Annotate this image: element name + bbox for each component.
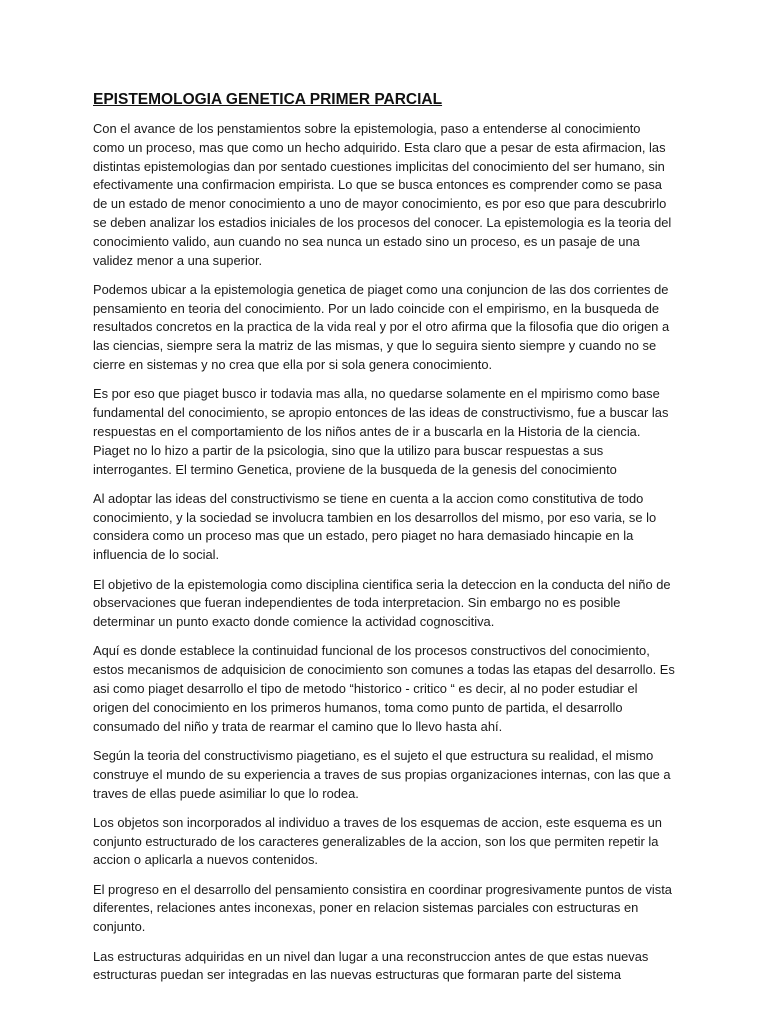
- document-body: [93, 90, 675, 996]
- paragraph-7: Según la teoria del constructivismo piagetiano, es el sujeto el que estructura su realidad, el mismo construye el mundo de su experiencia a traves de sus propias organizaciones internas, con las que a traves de ellas puede asimiliar lo que lo rodea.: [93, 747, 671, 801]
- paragraph-4: Al adoptar las ideas del constructivismo se tiene en cuenta a la accion como constitutiva de todo conocimiento, y la sociedad se involucra tambien en los desarrollos del mismo, por eso varia, se lo considera como un proceso mas que un estado, pero piaget no hara demasiado hincapie en la influencia de lo social.: [93, 490, 657, 563]
- paragraph-10: Las estructuras adquiridas en un nivel dan lugar a una reconstruccion antes de que estas nuevas estructuras puedan ser integradas en las nuevas estructuras que formaran parte del sistema: [93, 948, 649, 983]
- document-title: EPISTEMOLOGIA GENETICA PRIMER PARCIAL: [93, 91, 443, 108]
- paragraph-6: Aquí es donde establece la continuidad funcional de los procesos constructivos del conocimiento, estos mecanismos de adquisicion de conocimiento son comunes a todas las etapas del desarrollo. Es asi como piaget desarrollo el tipo de metodo “historico - critico “ es decir, al no poder estudiar el origen del conocimiento en los primeros humanos, toma como punto de partida, el desarrollo consumado del niño y trata de rearmar el camino que lo llevo hasta ahí.: [93, 643, 675, 734]
- paragraph-1: Con el avance de los penstamientos sobre la epistemologia, paso a entenderse al conocimiento como un proceso, mas que como un hecho adquirido. Esta claro que a pesar de esta afirmacion, las distintas epistemologias dan por sentado cuestiones implicitas del conocimiento del ser humano, sin efectivamente una confirmacion empirista. Lo que se busca entonces es comprender como se pasa de un estado de menor conocimiento a uno de mayor conocimiento, es por eso que para descubrirlo se deben analizar los estadios iniciales de los procesos del conocer. La epistemologia es la teoria del conocimiento valido, aun cuando no sea nunca un estado sino un proceso, es un pasaje de una validez menor a una superior.: [93, 121, 672, 268]
- paragraph-5: El objetivo de la epistemologia como disciplina cientifica seria la deteccion en la conducta del niño de observaciones que fueran independientes de toda interpretacion. Sin embargo no es posible determinar un punto exacto donde comience la actividad cognoscitiva.: [93, 576, 671, 630]
- paragraph-3: Es por eso que piaget busco ir todavia mas alla, no quedarse solamente en el mpirismo como base fundamental del conocimiento, se apropio entonces de las ideas de constructivismo, fue a buscar las respuestas en el comportamiento de los niños antes de ir a buscarla en la Historia de la ciencia. Piaget no lo hizo a partir de la psicologia, sino que la utilizo para buscar respuestas a sus interrogantes. El termino Genetica, proviene de la busqueda de la genesis del conocimiento: [93, 386, 669, 477]
- paragraph-2: Podemos ubicar a la epistemologia genetica de piaget como una conjuncion de las dos corrientes de pensamiento en teoria del conocimiento. Por un lado coincide con el empirismo, en la busqueda de resultados concretos en la practica de la vida real y por el otro afirma que la filosofia que dio origen a las ciencias, siempre sera la matriz de las mismas, y que lo seguira siento siempre y cuando no se cierre en sistemas y no crea que ella por si sola genera conocimiento.: [93, 281, 670, 373]
- paragraph-8: Los objetos son incorporados al individuo a traves de los esquemas de accion, este esquema es un conjunto estructurado de los caracteres generalizables de la accion, son los que permiten repetir la accion o aplicarla a nuevos contenidos.: [93, 814, 662, 868]
- paragraph-9: El progreso en el desarrollo del pensamiento consistira en coordinar progresivamente puntos de vista diferentes, relaciones antes inconexas, poner en relacion sistemas parciales con estructuras en conjunto.: [93, 881, 672, 935]
